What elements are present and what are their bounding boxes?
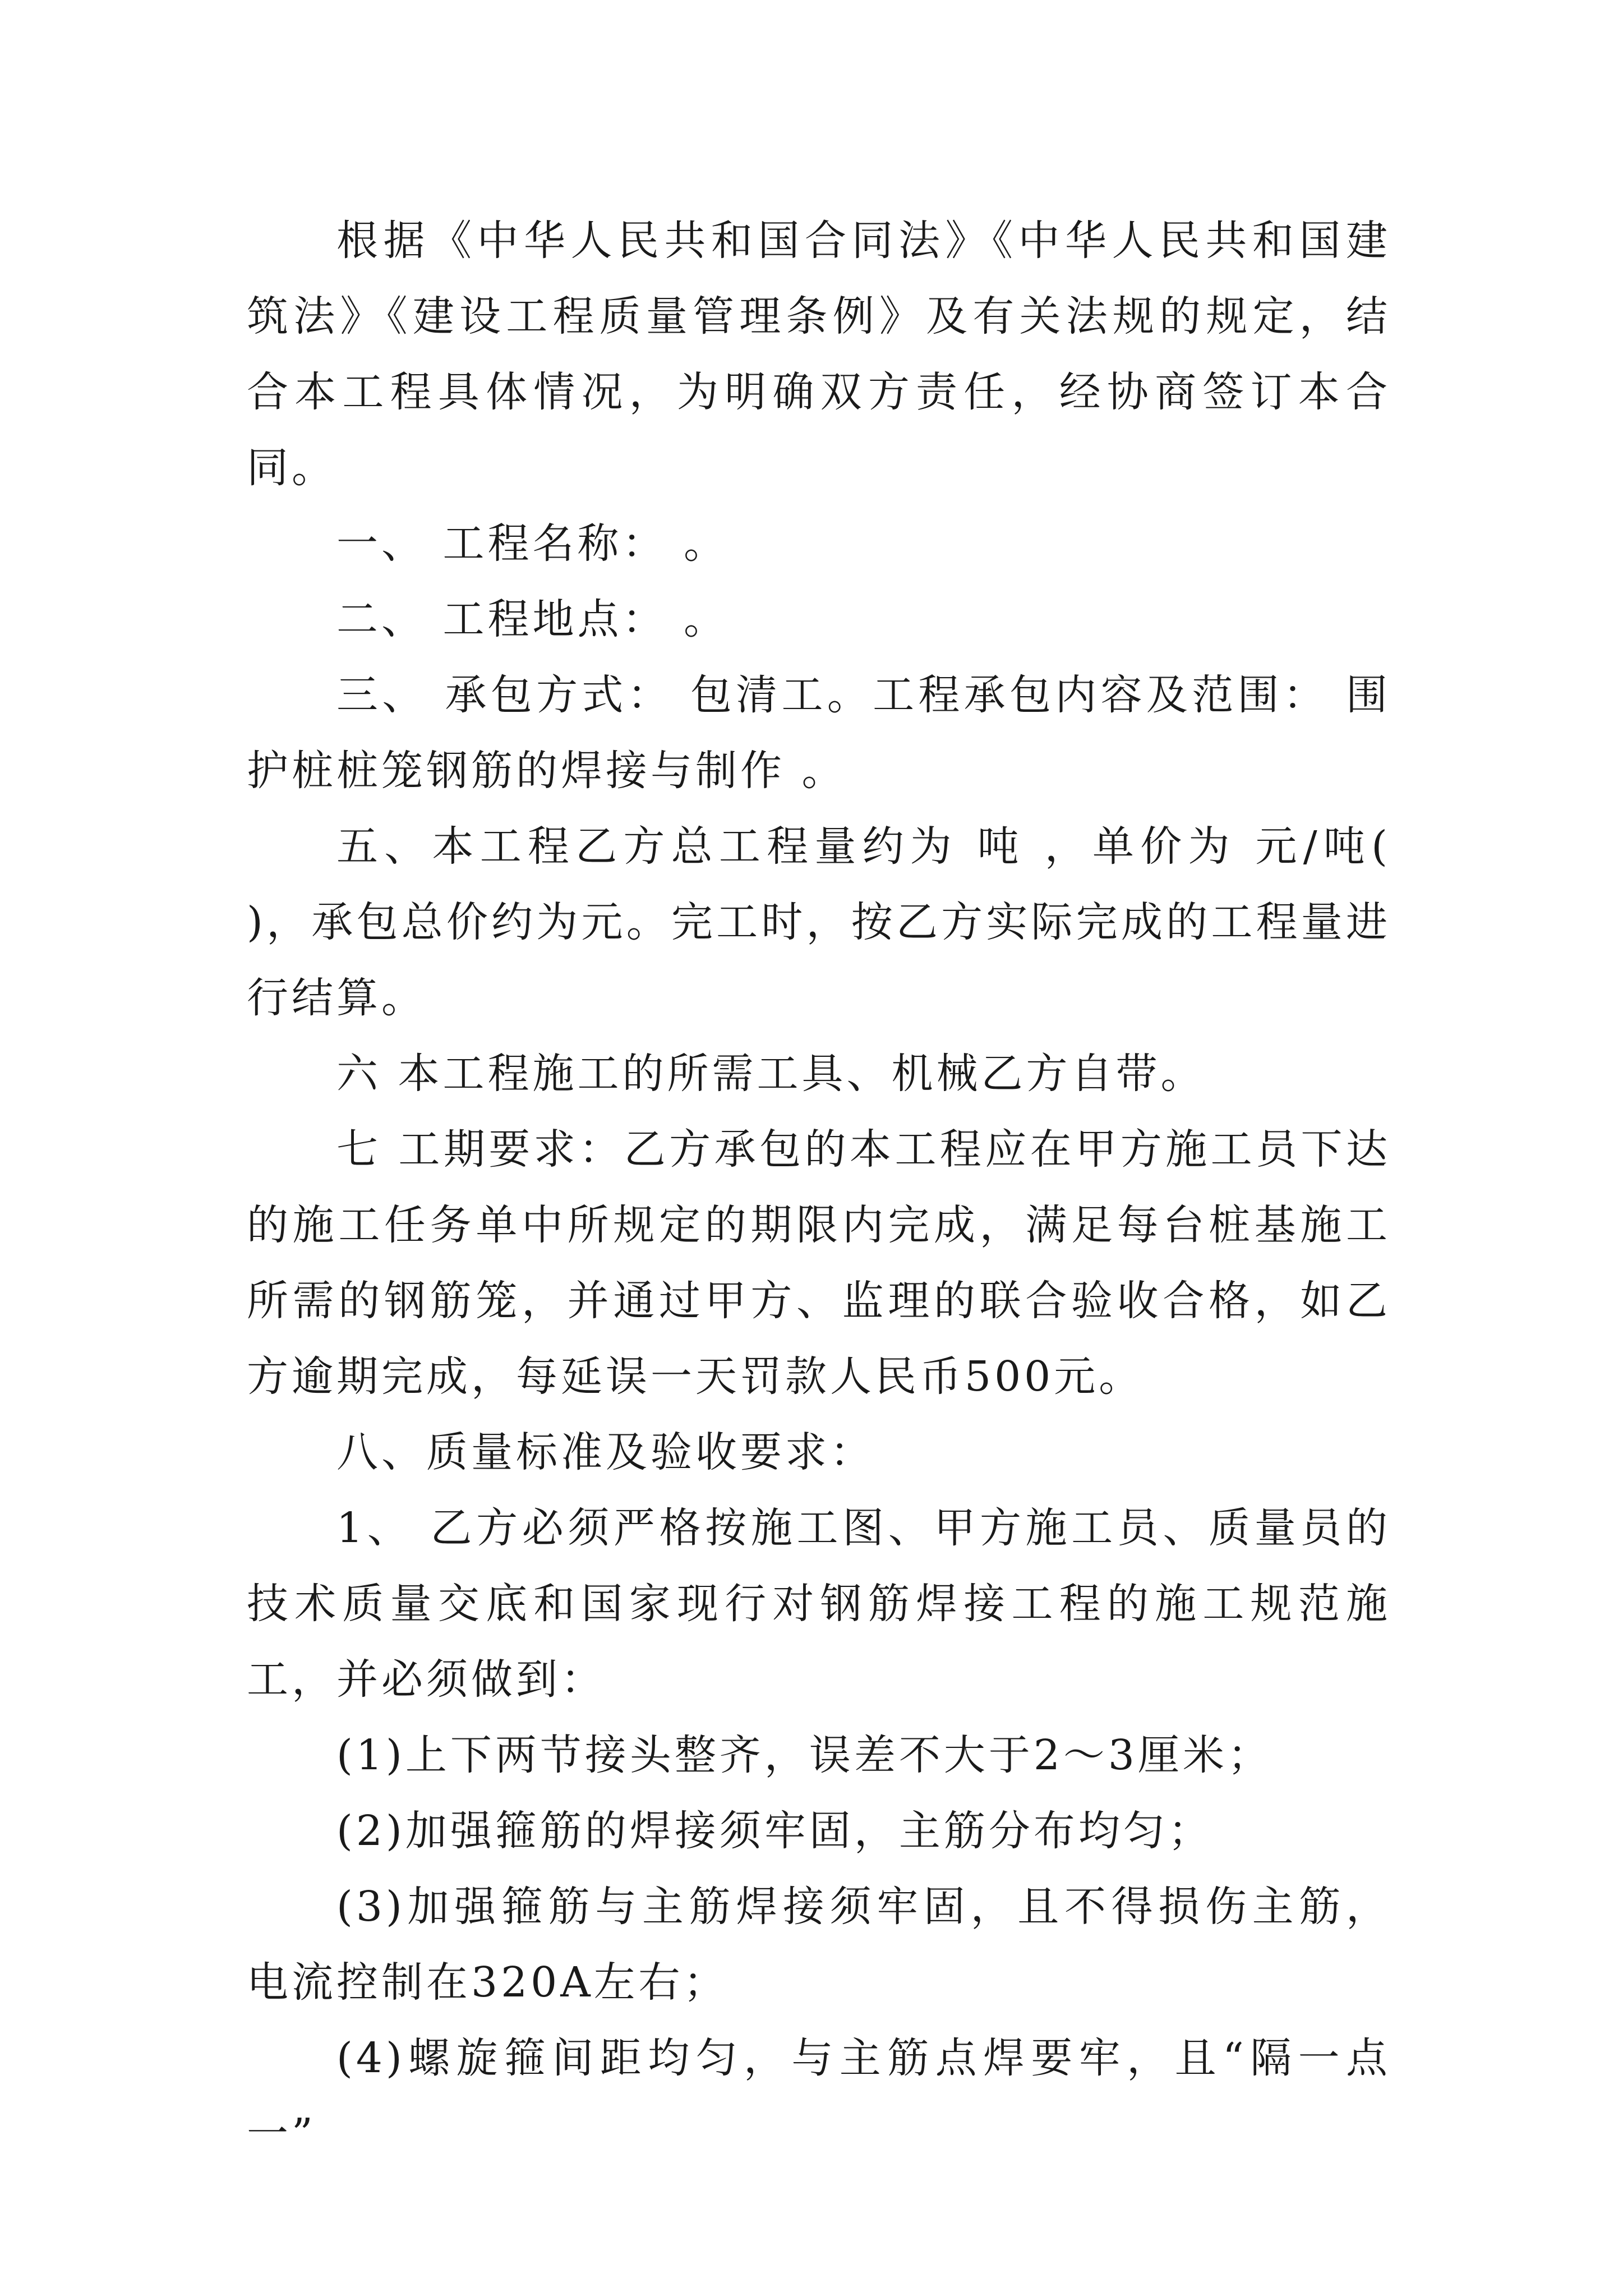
paragraph-requirement-2: (2)加强箍筋的焊接须牢固，主筋分布均匀；: [336, 1807, 1213, 1855]
paragraph-quality-heading: 八、质量标准及验收要求：: [336, 1428, 875, 1476]
paragraph-quantity-price: 五、本工程乙方总工程量约为 吨 ，单价为 元/吨( )，承包总价约为元。完工时，按乙方实际完成的工程量进行结算。: [247, 822, 1408, 1022]
paragraph-project-name: 一、 工程名称： 。: [336, 519, 729, 568]
paragraph-requirement-3: (3)加强箍筋与主筋焊接须牢固，且不得损伤主筋，电流控制在320A左右；: [247, 1883, 1391, 2007]
paragraph-quality-item-1: 1、 乙方必须严格按施工图、甲方施工员、质量员的技术质量交底和国家现行对钢筋焊接工程的施工规范施工，并必须做到：: [247, 1504, 1391, 1704]
paragraph-requirement-4: (4)螺旋箍间距均匀，与主筋点焊要牢，且“隔一点一”: [247, 2034, 1391, 2158]
paragraph-preamble: 根据《中华人民共和国合同法》《中华人民共和国建筑法》《建设工程质量管理条例》及有关法规的规定，结合本工程具体情况，为明确双方责任，经协商签订本合同。: [247, 217, 1391, 492]
paragraph-project-location: 二、 工程地点： 。: [336, 595, 729, 643]
paragraph-contract-method: 三、 承包方式： 包清工。工程承包内容及范围： 围护桩桩笼钢筋的焊接与制作 。: [247, 671, 1391, 795]
paragraph-requirement-1: (1)上下两节接头整齐，误差不大于2～3厘米；: [336, 1731, 1272, 1779]
paragraph-schedule: 七 工期要求：乙方承包的本工程应在甲方施工员下达的施工任务单中所规定的期限内完成，满足每台桩基施工所需的钢筋笼，并通过甲方、监理的联合验收合格，如乙方逾期完成，每延误一天罚款人民币500元。: [247, 1125, 1391, 1401]
paragraph-tools: 六 本工程施工的所需工具、机械乙方自带。: [336, 1050, 1206, 1098]
contract-body: [247, 203, 1408, 2172]
